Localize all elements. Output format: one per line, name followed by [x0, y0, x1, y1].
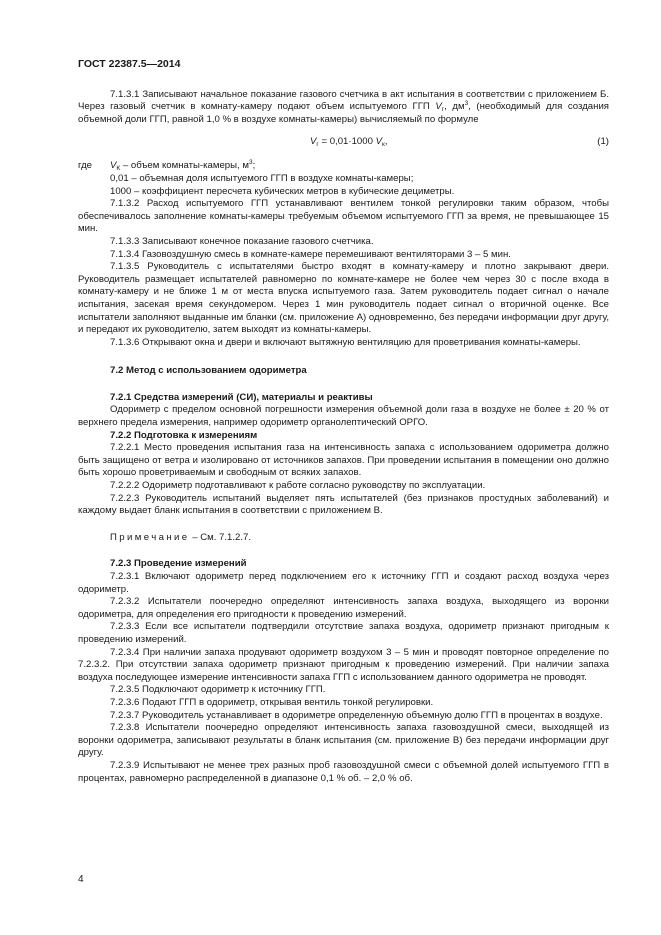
paragraph-7-2-2-3: 7.2.2.3 Руководитель испытаний выделяет пять испытателей (без признаков простудных заболеваний) и каждому выдает бланк испытания в соответствии с приложением В. — [78, 492, 609, 517]
document-header: ГОСТ 22387.5—2014 — [78, 58, 181, 70]
definition-volume: $V_К$ – объем комнаты-камеры, $м^3$; — [110, 159, 256, 173]
definition-fraction: 0,01 – объемная доля испытуемого ГГП в воздухе комнаты-камеры; — [110, 172, 414, 184]
paragraph-7-1-3-6: 7.1.3.6 Открывают окна и двери и включают вытяжную вентиляцию для проветривания комнаты-камеры. — [110, 336, 581, 348]
paragraph-7-2-3-2: 7.2.3.2 Испытатели поочередно определяют интенсивность запаха воздуха, выходящего из воронки одориметра, для определения его пригодности к проведению измерений. — [78, 596, 609, 620]
formula-1 — [78, 134, 609, 150]
heading-7-2-3: 7.2.3 Проведение измерений — [110, 558, 247, 570]
paragraph-7-2-1: Одориметр с пределом основной погрешности измерения объемной доли газа в воздухе не более ± 20 % от верхнего предела измерения, например одориметр органолептический ОРГО. — [78, 404, 609, 429]
formula-expression: $V_г = 0,01\cdot 1000$ $V_к$, — [310, 136, 388, 149]
definition-coefficient: 1000 – коэффициент пересчета кубических метров в кубические дециметры. — [110, 185, 455, 197]
paragraph-7-2-3-4: 7.2.3.4 При наличии запаха продувают одориметр воздухом 3 – 5 мин и проводят повторное определение по 7.2.3.2. При отсутствии запаха одориметр признают пригодным к проведению измерений. При наличии запаха воздуха последующее измерение интенсивности запаха ГГП с использованием данного одориметра не проводят. — [78, 646, 609, 683]
note-text: – См. 7.1.2.7. — [189, 531, 252, 543]
paragraph-7-2-3-3: 7.2.3.3 Если все испытатели подтвердили отсутствие запаха воздуха, одориметр признают пригодным к проведению измерений. — [78, 621, 609, 645]
where-label: где — [78, 160, 93, 172]
heading-7-2-2: 7.2.2 Подготовка к измерениям — [110, 429, 258, 441]
paragraph-7-2-2-1: 7.2.2.1 Место проведения испытания газа на интенсивность запаха с использованием одориметра должно быть защищено от ветра и изолировано от источников запахов. При проведении испытания в помещении оно должно быть хорошо проветриваемым и свободным от всяких запахов. — [78, 442, 609, 479]
paragraph-7-1-3-3: 7.1.3.3 Записывают конечное показание газового счетчика. — [110, 235, 374, 247]
paragraph-7-1-3-5: 7.1.3.5 Руководитель с испытателями быстро входят в комнату-камеру и плотно закрывают двери. Руководитель размещает испытателей равномерно по комнате-камере не более чем через 30 с после входа в комнату-камеру и не ближе 1 м от места впуска испытуемого газа. Затем руководитель подает сигнал о начале испытания, засекая время секундомером. Через 1 мин руководитель подает сигнал о вторичной оценке. Все испытатели заполняют выданные им бланки (см. приложение А) одновременно, без передачи информации друг другу, и передают их руководителю, затем выходят из комнаты-камеры. — [78, 261, 609, 336]
paragraph-7-2-3-8: 7.2.3.8 Испытатели поочередно определяют интенсивность запаха газовоздушной смеси, выходящей из воронки одориметра, записывают результаты в бланк испытания (см. приложение В) без передачи информации друг другу. — [78, 722, 609, 759]
heading-7-2-1: 7.2.1 Средства измерений (СИ), материалы и реактивы — [110, 391, 373, 403]
section-7-2-title: 7.2 Метод с использованием одориметра — [110, 365, 307, 377]
paragraph-7-2-3-5: 7.2.3.5 Подключают одориметр к источнику ГГП. — [110, 684, 326, 696]
paragraph-7-2-3-7: 7.2.3.7 Руководитель устанавливает в одориметре определенную объемную долю ГГП в процентах в воздухе. — [110, 709, 603, 721]
paragraph-7-1-3-1: 7.1.3.1 Записывают начальное показание газового счетчика в акт испытания в соответствии с приложением Б. Через газовый счетчик в комнату-камеру подают объем испытуемого ГГП $V_г$, $дм^3$, (необходимый для создания объемной доли ГГП, равной 1,0 % в воздухе комнаты-камеры) вычисляемый по формуле — [78, 88, 609, 125]
formula-number: (1) — [597, 136, 609, 148]
note — [78, 532, 609, 545]
paragraph-7-2-3-1: 7.2.3.1 Включают одориметр перед подключением его к источнику ГГП и создают расход воздуха через одориметр. — [78, 571, 609, 595]
formula-definitions — [78, 160, 609, 198]
paragraph-7-1-3-4: 7.1.3.4 Газовоздушную смесь в комнате-камере перемешивают вентиляторами 3 – 5 мин. — [110, 248, 511, 260]
paragraph-7-2-3-9: 7.2.3.9 Испытывают не менее трех разных проб газовоздушной смеси с объемной долей испытуемого ГГП в процентах, равномерно распределенной в диапазоне 0,1 % об. – 2,0 % об. — [78, 759, 609, 784]
paragraph-7-2-2-2: 7.2.2.2 Одориметр подготавливают к работе согласно руководству по эксплуатации. — [110, 480, 486, 492]
page-number: 4 — [78, 874, 84, 885]
paragraph-7-2-3-6: 7.2.3.6 Подают ГГП в одориметр, открывая вентиль тонкой регулировки. — [110, 696, 434, 708]
note-label: Примечание — [110, 531, 190, 543]
paragraph-7-1-3-2: 7.1.3.2 Расход испытуемого ГГП устанавливают вентилем тонкой регулировки таким образом, чтобы обеспечивалось заполнение комнаты-камеры требуемым объемом испытуемого ГГП за время, не превышающее 15 мин. — [78, 198, 609, 235]
